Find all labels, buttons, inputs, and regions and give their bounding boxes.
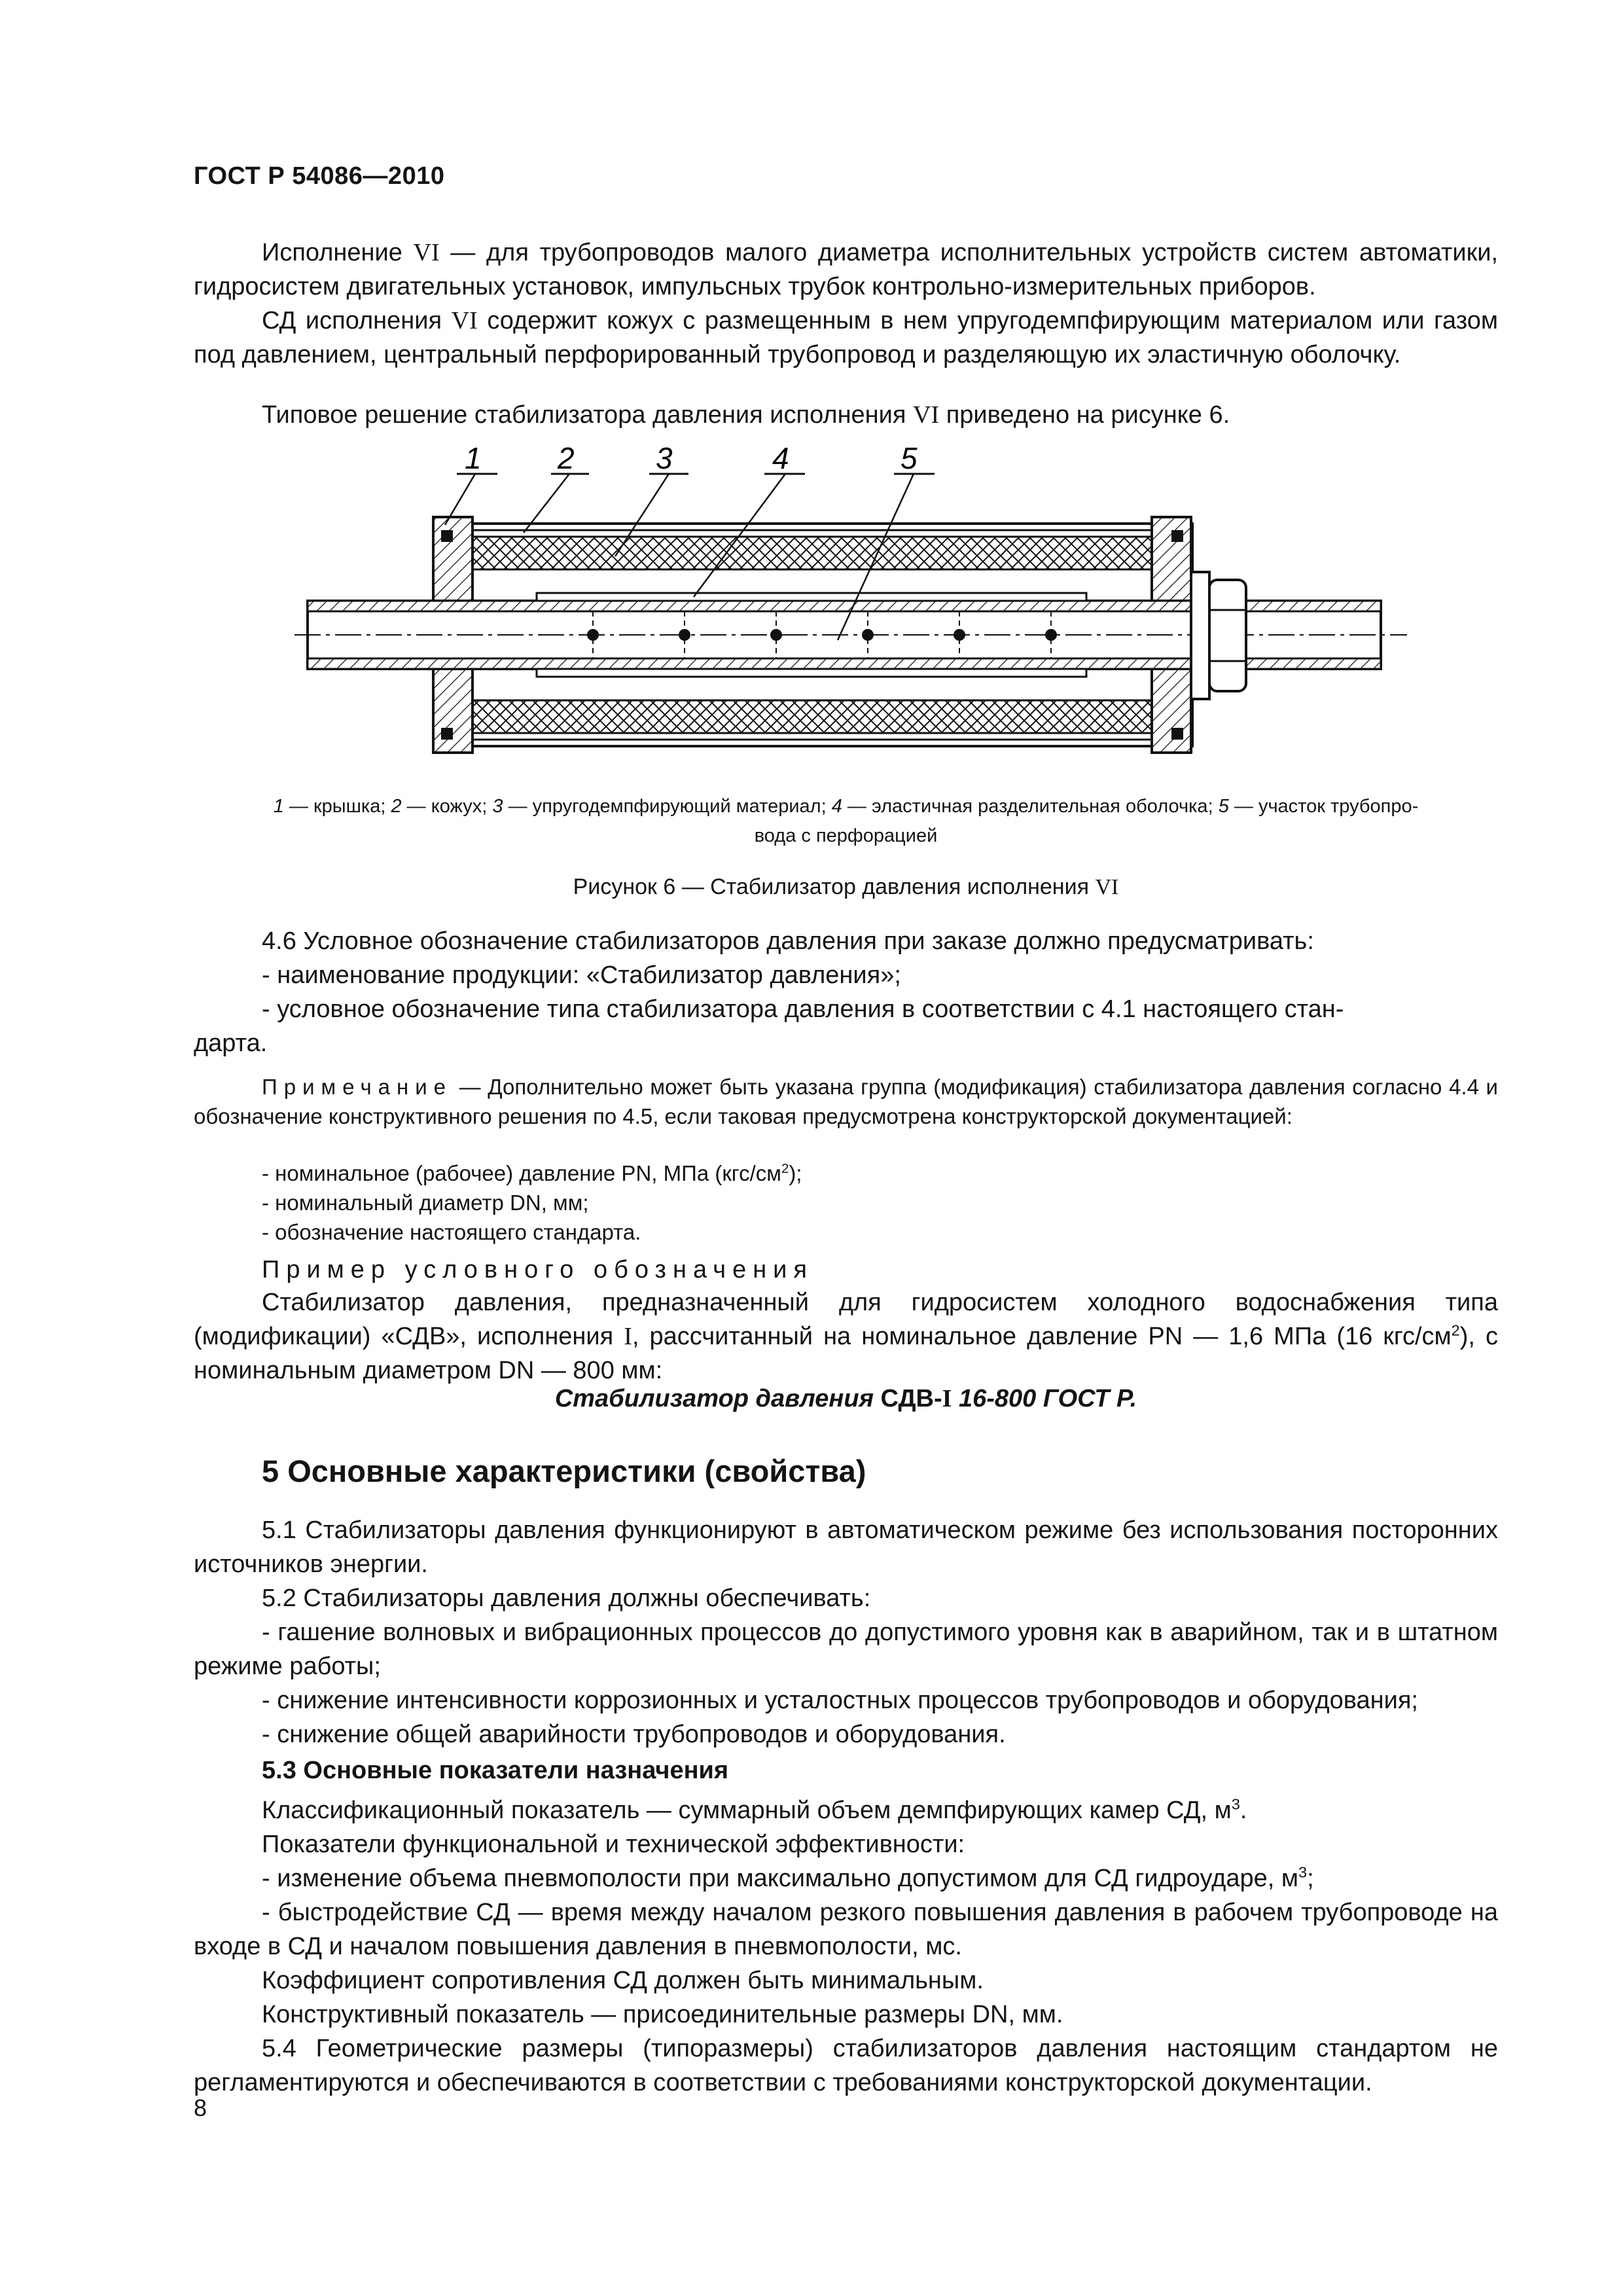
callout-labels bbox=[457, 441, 935, 475]
legend-item-4: 4 — эластичная разделительная оболочка; bbox=[831, 796, 1219, 817]
classification-indicator: Классификационный показатель — суммарный объем демпфирующих камер СД, $м^3$. bbox=[262, 1795, 1247, 1824]
figure-legend bbox=[194, 792, 1498, 851]
callout-5: 5 bbox=[901, 441, 918, 475]
clause-5-2-item-2: - снижение интенсивности коррозионных и усталостных процессов трубопроводов и оборудования; bbox=[262, 1687, 1418, 1714]
efficiency-item-2: - быстродействие СД — время между началом резкого повышения давления в рабочем трубопроводе на входе в СД и началом повышения давления в пневмополости, мс. bbox=[194, 1899, 1498, 1960]
clause-5-1: 5.1 Стабилизаторы давления функционируют в автоматическом режиме без использования посторонних источников энергии. bbox=[194, 1516, 1498, 1578]
example-designation: Стабилизатор давления СДВ-I 16-800 ГОСТ Р. bbox=[554, 1385, 1137, 1412]
hex-nut bbox=[1191, 572, 1246, 699]
example-label: Пример условного обозначения bbox=[262, 1256, 813, 1283]
note-item-2: - номинальный диаметр DN, мм; bbox=[262, 1191, 589, 1215]
clause-5-4: 5.4 Геометрические размеры (типоразмеры) стабилизаторов давления настоящим стандартом не регламентируются и обеспечиваются в соответствии с требованиями конструкторской документации. bbox=[194, 2035, 1498, 2096]
paragraph-execution-vi: Исполнение VI — для трубопроводов малого диаметра исполнительных устройств систем автоматики, гидросистем двигательных установок, импульсных трубок контрольно-измерительных приборов. bbox=[194, 239, 1499, 300]
legend-item-5: 5 — участок трубопро- bbox=[1218, 796, 1419, 817]
clause-5-2: 5.2 Стабилизаторы давления должны обеспечивать: bbox=[262, 1585, 871, 1612]
efficiency-item-1: - изменение объема пневмополости при максимально допустимом для СД гидроударе, $м^3$; bbox=[262, 1863, 1314, 1892]
standard-header: ГОСТ Р 54086—2010 bbox=[194, 162, 445, 190]
stabilizer-drawing bbox=[288, 432, 1414, 798]
example-text: Стабилизатор давления, предназначенный для гидросистем холодного водоснабжения типа (модификации) «СДВ», исполнения I, рассчитанный на номинальное давление PN — 1,6 МПа (16 кгс/$см^2$), с номинальным диаметром DN — 800 мм: bbox=[194, 1289, 1498, 1384]
callout-4: 4 bbox=[772, 441, 789, 475]
clause-5-3-heading: 5.3 Основные показатели назначения bbox=[262, 1757, 729, 1784]
paragraph-typical-solution: Типовое решение стабилизатора давления исполнения VI приведено на рисунке 6. bbox=[262, 401, 1230, 429]
paragraph-sd-design: СД исполнения VI содержит кожух с размещенным в нем упругодемпфирующим материалом или газом под давлением, центральный перфорированный трубопровод и разделяющую их эластичную оболочку. bbox=[194, 307, 1498, 368]
clause-4-6-item-2-cont: дарта. bbox=[194, 1030, 268, 1057]
figure-title: Рисунок 6 — Стабилизатор давления исполнения VI bbox=[573, 874, 1119, 899]
callout-3: 3 bbox=[656, 441, 673, 475]
legend-line-2: вода с перфорацией bbox=[754, 825, 938, 846]
note-item-3: - обозначение настоящего стандарта. bbox=[262, 1220, 641, 1244]
legend-item-2: 2 — кожух; bbox=[391, 796, 493, 817]
callout-2: 2 bbox=[558, 441, 575, 475]
section-5-title: 5 Основные характеристики (свойства) bbox=[262, 1454, 866, 1488]
clause-4-6-item-2: - условное обозначение типа стабилизатора давления в соответствии с 4.1 настоящего стан- bbox=[262, 996, 1344, 1023]
clause-4-6: 4.6 Условное обозначение стабилизаторов давления при заказе должно предусматривать: bbox=[262, 927, 1314, 955]
clause-4-6-item-1: - наименование продукции: «Стабилизатор давления»; bbox=[262, 961, 901, 989]
note-item-1: - номинальное (рабочее) давление PN, МПа $(кгс/см^2)$; bbox=[262, 1161, 802, 1185]
efficiency-indicators: Показатели функциональной и технической эффективности: bbox=[262, 1831, 965, 1858]
callout-1: 1 bbox=[465, 441, 482, 475]
page-number: 8 bbox=[194, 2094, 207, 2121]
note-label: Примечание bbox=[262, 1075, 453, 1099]
legend-item-3: 3 — упругодемпфирующий материал; bbox=[492, 796, 832, 817]
clause-5-2-item-1: - гашение волновых и вибрационных процессов до допустимого уровня как в аварийном, так и в штатном режиме работы; bbox=[194, 1619, 1498, 1680]
legend-item-1: 1 — крышка; bbox=[273, 796, 391, 817]
design-indicator: Конструктивный показатель — присоединительные размеры DN, мм. bbox=[262, 2001, 1063, 2028]
clause-5-2-item-3: - снижение общей аварийности трубопроводов и оборудования. bbox=[262, 1721, 1006, 1748]
note-block: Примечание — Дополнительно может быть указана группа (модификация) стабилизатора давления согласно 4.4 и обозначение конструктивного решения по 4.5, если таковая предусмотрена конструкторской документацией: bbox=[194, 1075, 1498, 1128]
resistance-coefficient: Коэффициент сопротивления СД должен быть минимальным. bbox=[262, 1967, 984, 1994]
